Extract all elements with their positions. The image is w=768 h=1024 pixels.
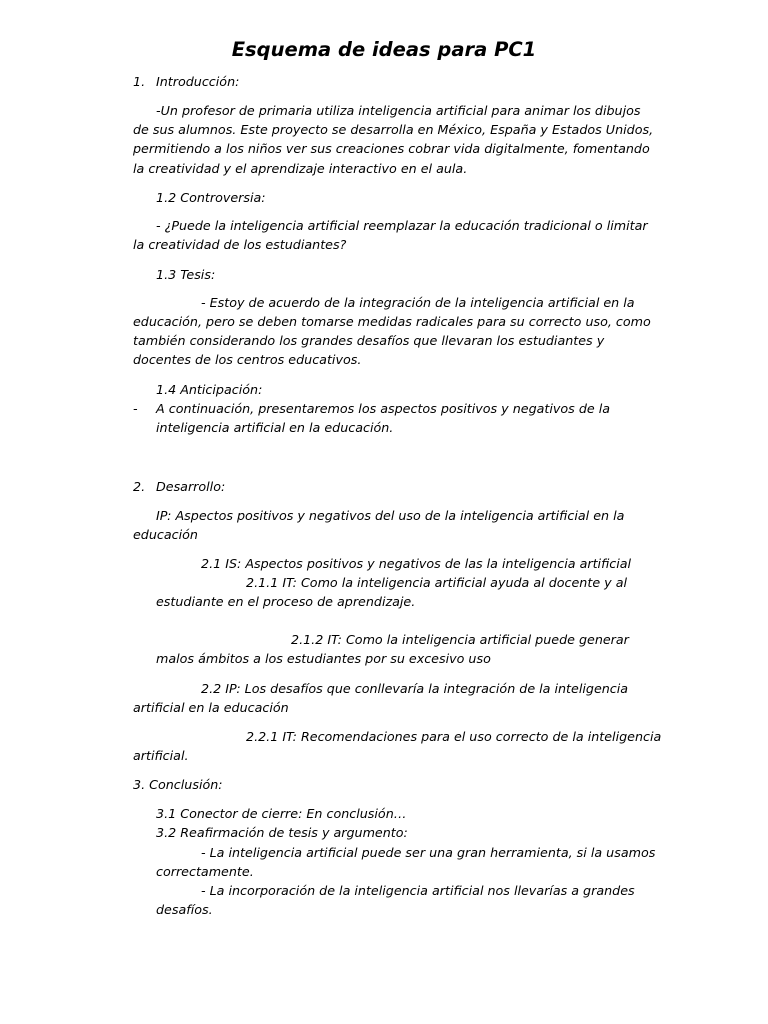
intro-paragraph: -Un profesor de primaria utiliza inteligencia artificial para animar los dibujos de sus alumnos. Este proyecto se desarrolla en México, España y Estados Unidos, permitiendo a los niños ver sus creaciones cobrar vida digitalmente, fomentando la creatividad y el aprendizaje interactivo en el aula. bbox=[133, 103, 654, 176]
closing-connector: 3.1 Conector de cierre: En conclusión… bbox=[156, 806, 407, 821]
reaffirmation-heading: 3.2 Reafirmación de tesis y argumento: bbox=[156, 825, 408, 840]
anticipation-bullet: - bbox=[133, 401, 138, 416]
section-1-number: 1. bbox=[133, 74, 146, 89]
section-1-heading: Introducción: bbox=[156, 74, 240, 89]
point-1-first-line: - La inteligencia artificial puede ser una gran herramienta, si la usamos bbox=[201, 845, 656, 860]
it221-first-line: 2.2.1 IT: Recomendaciones para el uso correcto de la inteligencia bbox=[246, 729, 662, 744]
it212-rest: malos ámbitos a los estudiantes por su excesivo uso bbox=[156, 651, 491, 666]
controversy-text: - ¿Puede la inteligencia artificial reemplazar la educación tradicional o limitar la creatividad de los estudiantes? bbox=[133, 218, 648, 253]
ip22-rest: artificial en la educación bbox=[133, 700, 289, 715]
thesis-first-line: - Estoy de acuerdo de la integración de la inteligencia artificial en la bbox=[201, 295, 635, 310]
it221-rest: artificial. bbox=[133, 748, 189, 763]
section-2-heading: Desarrollo: bbox=[156, 479, 226, 494]
section-2-number: 2. bbox=[133, 479, 146, 494]
document-title: Esquema de ideas para PC1 bbox=[231, 38, 537, 61]
is21-line: 2.1 IS: Aspectos positivos y negativos de las la inteligencia artificial bbox=[201, 556, 632, 571]
point-2-rest: desafíos. bbox=[156, 902, 213, 917]
thesis-heading: 1.3 Tesis: bbox=[156, 267, 216, 282]
it212-first-line: 2.1.2 IT: Como la inteligencia artificial puede generar bbox=[291, 632, 629, 647]
anticipation-heading: 1.4 Anticipación: bbox=[156, 382, 263, 397]
point-1-rest: correctamente. bbox=[156, 864, 254, 879]
anticipation-text: A continuación, presentaremos los aspectos positivos y negativos de la inteligencia artificial en la educación. bbox=[156, 401, 611, 436]
ip1-rest: educación bbox=[133, 527, 198, 542]
ip1-first-line: IP: Aspectos positivos y negativos del uso de la inteligencia artificial en la bbox=[156, 508, 625, 523]
ip22-first-line: 2.2 IP: Los desafíos que conllevaría la integración de la inteligencia bbox=[201, 681, 629, 696]
section-3-heading: 3. Conclusión: bbox=[133, 777, 223, 792]
point-2-first-line: - La incorporación de la inteligencia artificial nos llevarías a grandes bbox=[201, 883, 635, 898]
thesis-text: educación, pero se deben tomarse medidas radicales para su correcto uso, como también considerando los grandes desafíos que llevaran los estudiantes y docentes de los centros educativos. bbox=[133, 314, 651, 368]
controversy-heading: 1.2 Controversia: bbox=[156, 190, 266, 205]
it211-rest: estudiante en el proceso de aprendizaje. bbox=[156, 594, 416, 609]
it211-first-line: 2.1.1 IT: Como la inteligencia artificial ayuda al docente y al bbox=[246, 575, 627, 590]
